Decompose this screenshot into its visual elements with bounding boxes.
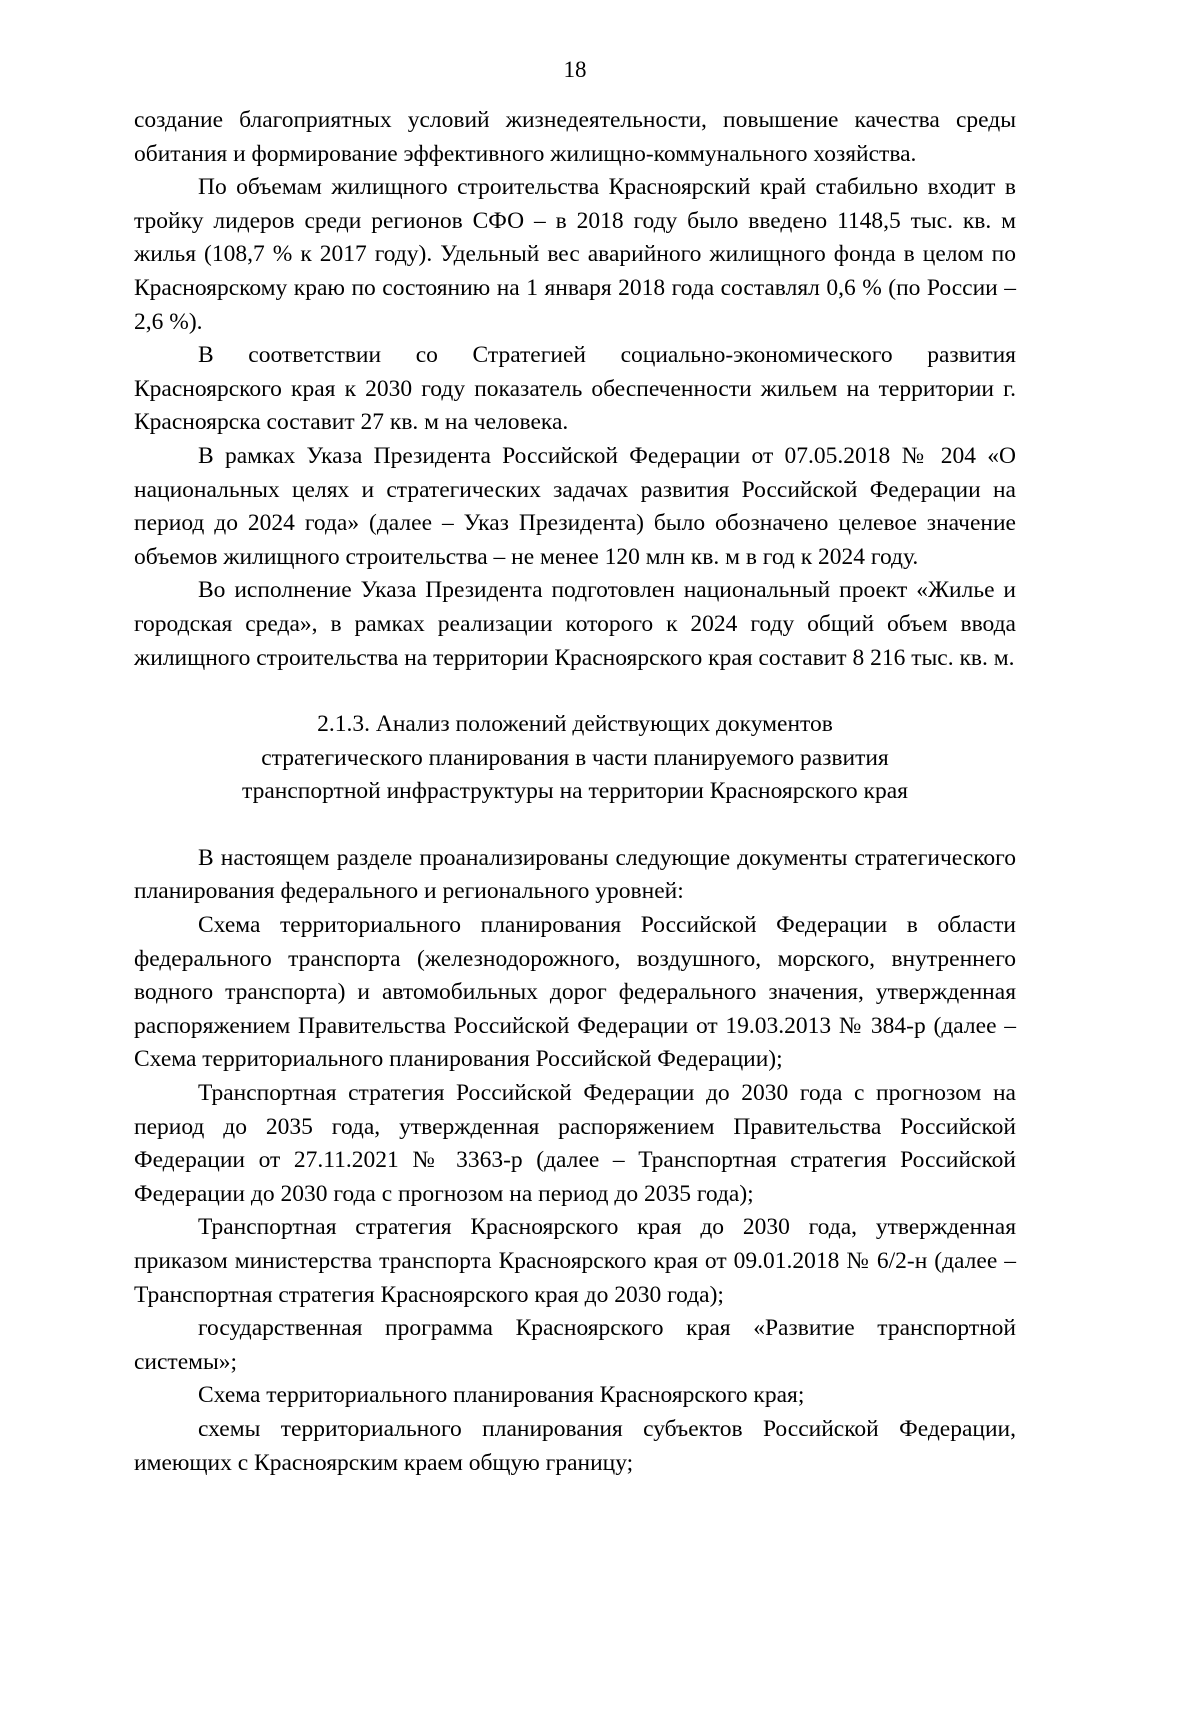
section-heading-line: стратегического планирования в части планируемого развития xyxy=(261,744,889,771)
paragraph: В рамках Указа Президента Российской Федерации от 07.05.2018 № 204 «О национальных целях и стратегических задачах развития Российской Федерации на период до 2024 года» (далее – Указ Президента) было обозначено целевое значение объемов жилищного строительства – не менее 120 млн кв. м в год к 2024 году. xyxy=(134,442,1016,570)
page-number: 18 xyxy=(563,57,587,82)
paragraph: Схема территориального планирования Красноярского края; xyxy=(198,1382,805,1409)
paragraph: В соответствии со Стратегией социально-экономического развития Красноярского края к 2030 году показатель обеспеченности жильем на территории г. Красноярска составит 27 кв. м на человека. xyxy=(134,342,1016,436)
paragraph: По объемам жилищного строительства Красноярский край стабильно входит в тройку лидеров среди регионов СФО – в 2018 году было введено 1148,5 тыс. кв. м жилья (108,7 % к 2017 году). Удельный вес аварийного жилищного фонда в целом по Красноярскому краю по состоянию на 1 января 2018 года составлял 0,6 % (по России – 2,6 %). xyxy=(134,174,1016,335)
section-heading-line: 2.1.3. Анализ положений действующих документов xyxy=(317,711,833,738)
paragraph: создание благоприятных условий жизнедеятельности, повышение качества среды обитания и формирование эффективного жилищно-коммунального хозяйства. xyxy=(134,107,1016,167)
paragraph: Транспортная стратегия Российской Федерации до 2030 года с прогнозом на период до 2035 года, утвержденная распоряжением Правительства Российской Федерации от 27.11.2021 № 3363-р (далее – Транспортная стратегия Российской Федерации до 2030 года с прогнозом на период до 2035 года); xyxy=(134,1080,1016,1207)
section-heading xyxy=(134,708,1016,809)
paragraph: Схема территориального планирования Российской Федерации в области федерального транспорта (железнодорожного, воздушного, морского, внутреннего водного транспорта) и автомобильных дорог федерального значения, утвержденная распоряжением Правительства Российской Федерации от 19.03.2013 № 384-р (далее – Схема территориального планирования Российской Федерации); xyxy=(134,912,1016,1073)
paragraph: Транспортная стратегия Красноярского края до 2030 года, утвержденная приказом министерства транспорта Красноярского края от 09.01.2018 № 6/2-н (далее – Транспортная стратегия Красноярского края до 2030 года); xyxy=(134,1214,1016,1308)
paragraph: государственная программа Красноярского края «Развитие транспортной системы»; xyxy=(134,1315,1016,1375)
section-heading-line: транспортной инфраструктуры на территории Красноярского края xyxy=(242,778,908,805)
paragraph: схемы территориального планирования субъектов Российской Федерации, имеющих с Красноярским краем общую границу; xyxy=(134,1415,1016,1476)
paragraph: Во исполнение Указа Президента подготовлен национальный проект «Жилье и городская среда», в рамках реализации которого к 2024 году общий объем ввода жилищного строительства на территории Красноярского края составит 8 216 тыс. кв. м. xyxy=(134,577,1016,671)
paragraph: В настоящем разделе проанализированы следующие документы стратегического планирования федерального и регионального уровней: xyxy=(134,844,1016,905)
